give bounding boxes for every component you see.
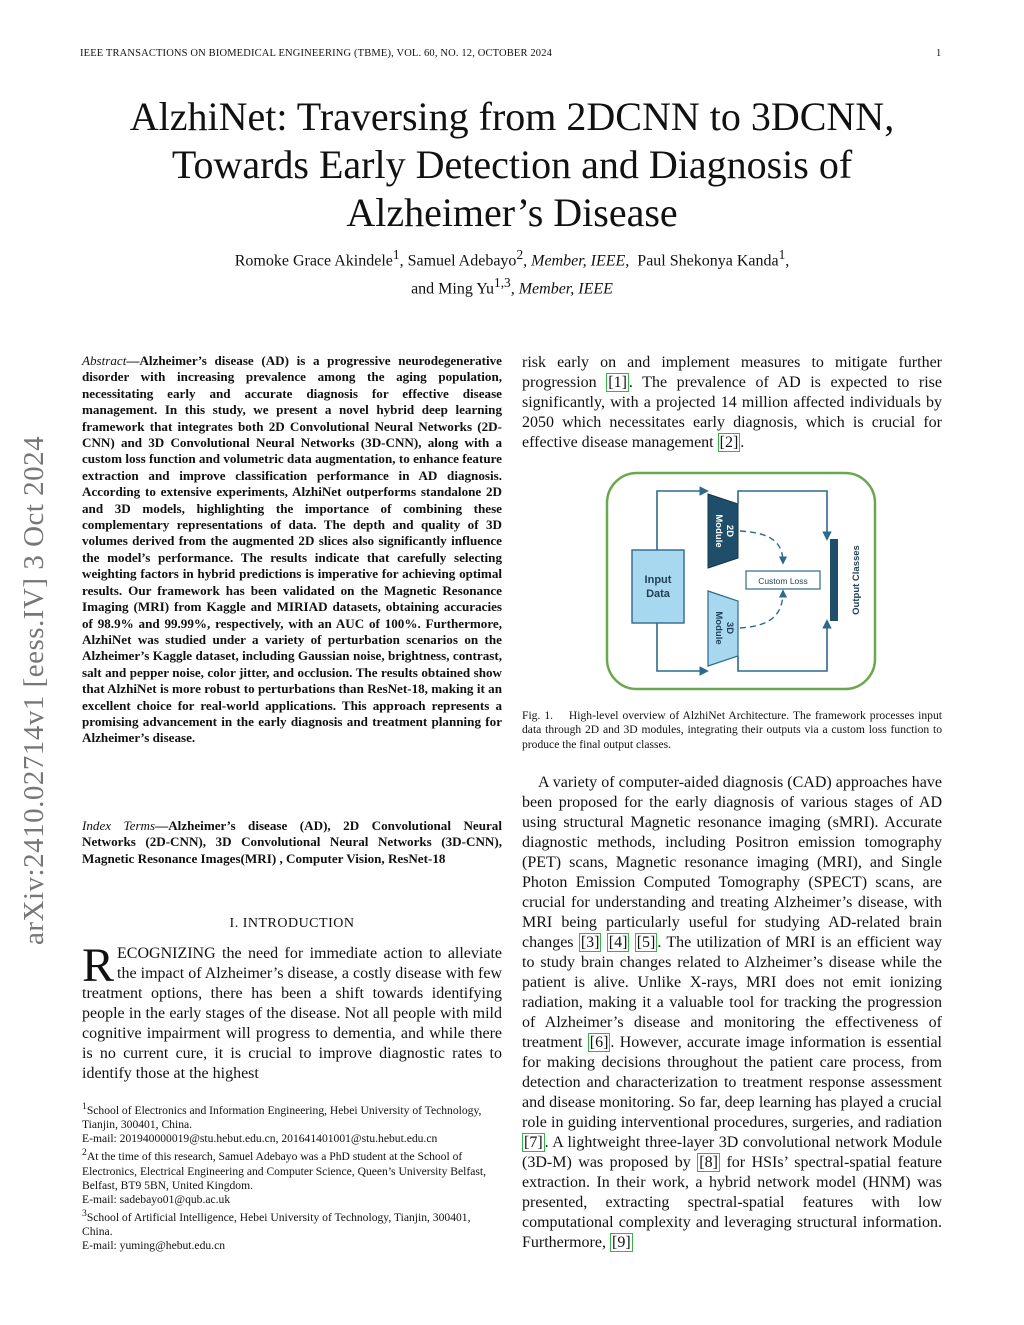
title-line-3: Alzheimer’s Disease [346, 190, 678, 235]
author-2-affil: 2 [516, 247, 524, 262]
index-terms-label: Index Terms [82, 818, 156, 833]
body-text: . The prevalence of AD is expected to rise significantly, with a projected 14 million affected individuals by 2050 which necessitates early diagnosis, which is crucial for effective disease management [522, 374, 942, 451]
footnote-3-mark: 3 [82, 1208, 87, 1220]
right-column-body [522, 773, 942, 1253]
footnote-3 [82, 1207, 502, 1239]
footnote-1 [82, 1100, 502, 1132]
figure-caption-label: Fig. 1. [522, 709, 554, 722]
author-4-role: , Member, IEEE [510, 280, 613, 298]
author-1: Romoke Grace Akindele [234, 252, 393, 270]
citation-link[interactable]: [4] [608, 934, 628, 951]
citation-link[interactable]: [9] [611, 1234, 631, 1251]
body-text: . A lightweight three-layer 3D convolutional network Module (3D-M) was proposed by [522, 1134, 942, 1171]
citation-link[interactable]: [2] [719, 434, 739, 451]
footnote-3-text: School of Artificial Intelligence, Hebei University of Technology, Tianjin, 300401, China. [82, 1211, 471, 1239]
module-2d-label-line-1: 2D [724, 524, 735, 538]
citation-link[interactable]: [6] [589, 1034, 609, 1051]
architecture-figure [605, 471, 877, 691]
intro-paragraph [82, 939, 502, 1084]
footnote-1-text: School of Electronics and Information Engineering, Hebei University of Technology, Tianjin, 300401, China. [82, 1103, 482, 1132]
footnote-2-mark: 2 [82, 1147, 87, 1159]
body-paragraph [522, 773, 942, 1253]
body-text: risk early on and implement measures to mitigate further progression [522, 354, 942, 391]
citation-link[interactable]: [3] [580, 934, 600, 951]
author-2-role: , Member, IEEE, [523, 252, 630, 270]
output-classes-bar [830, 539, 838, 621]
body-text: . The utilization of MRI is an efficient way to study brain changes related to Alzheimer’s disease while the patient is alive. Unlike X-rays, MRI does not emit ionizing radiation, making it a valuable tool for tracking the progression of Alzheimer’s disease and monitoring the effectiveness of treatment [522, 934, 943, 1051]
author-3: Paul Shekonya Kanda [637, 252, 779, 270]
module-3d-label-line-1: 3D [724, 621, 735, 635]
paper-title [0, 93, 1024, 237]
author-4-affil: 1,3 [494, 275, 511, 291]
footnotes [82, 1100, 502, 1254]
citation-link[interactable]: [8] [699, 1154, 718, 1171]
author-4: and Ming Yu [411, 280, 495, 298]
section-heading: I. INTRODUCTION [229, 916, 355, 931]
right-column-intro-continued [522, 353, 942, 453]
author-3-end: , [785, 252, 790, 270]
abstract-text: —Alzheimer’s disease (AD) is a progressive neurodegenerative disorder with increasing prevalence among the aging population, necessitating early and accurate diagnosis for effective disease management. In this study, we present a novel hybrid deep learning framework that integrates both 2D Convolutional Neural Networks (2D-CNN) and 3D Convolutional Neural Networks (3D-CNN), along with a custom loss function and volumetric data augmentation, to enhance feature extraction and improve classification performance in AD diagnosis. According to extensive experiments, AlzhiNet outperforms standalone 2D and 3D models, highlighting the importance of combining these complementary representations of data. The depth and quality of 3D volumes derived from the augmented 2D slices also significantly influence the model’s performance. The results indicate that carefully selecting weighting factors in hybrid predictions is imperative for achieving optimal results. Our framework has been validated on the Magnetic Resonance Imaging (MRI) from Kaggle and MIRIAD datasets, obtaining accuracies of 98.9% and 99.99%, respectively, with an AUC of 100%. Furthermore, AlzhiNet was studied under a variety of perturbation scenarios on the Alzheimer’s Kaggle dataset, including Gaussian noise, brightness, contrast, salt and pepper noise, color jitter, and occlusion. The results obtained show that AlzhiNet is more robust to perturbations than ResNet-18, making it an excellent choice for real-world applications. This approach represents a promising advancement in the early diagnosis and treatment planning for Alzheimer’s disease. [82, 353, 502, 746]
page-number: 1 [936, 48, 942, 59]
figure-caption-text: High-level overview of AlzhiNet Architecture. The framework processes input data through 2D and 3D modules, integrating their outputs via a custom loss function to produce the final output classes. [522, 709, 943, 751]
drop-cap: R [82, 939, 115, 992]
body-text: . [740, 434, 745, 451]
author-line-1 [0, 244, 1024, 272]
input-label-line-1: Input [644, 574, 672, 586]
author-line-2 [0, 272, 1024, 300]
citation-link[interactable]: [5] [636, 934, 656, 951]
abstract [82, 353, 502, 747]
footnote-1-email: E-mail: 201940000019@stu.hebut.edu.cn, 201641401001@stu.hebut.edu.cn [82, 1132, 438, 1146]
author-list [0, 244, 1024, 301]
footnote-2-email: E-mail: sadebayo01@qub.ac.uk [82, 1192, 231, 1206]
input-data-box [632, 550, 684, 623]
index-terms [82, 818, 502, 867]
figure-caption [522, 709, 942, 752]
arxiv-identifier: arXiv:2410.02714v1 [eess.IV] 3 Oct 2024 [18, 435, 50, 945]
author-2: , Samuel Adebayo [399, 252, 517, 270]
body-text: . However, accurate image information is essential for making decisions throughout the patient care process, from detection and characterization to treatment response assessment and disease monitoring. So far, deep learning has played a crucial role in guiding interventional procedures, surgeries, and radiation [522, 1034, 942, 1131]
body-text: for HSIs’ spectral-spatial feature extraction. In their work, a hybrid network model (HNM) was presented, extracting spectral-spatial features with low computational complexity and leveraging structural information. Furthermore, [522, 1154, 942, 1251]
module-3d-label-line-2: Module [713, 611, 724, 645]
module-2d-label-line-2: Module [713, 514, 724, 548]
running-header: IEEE TRANSACTIONS ON BIOMEDICAL ENGINEERING (TBME), VOL. 60, NO. 12, OCTOBER 2024 [80, 48, 552, 59]
custom-loss-label: Custom Loss [758, 576, 808, 586]
title-line-1: AlzhiNet: Traversing from 2DCNN to 3DCNN, [129, 94, 895, 139]
author-3-affil: 1 [778, 247, 786, 262]
footnote-1-mark: 1 [82, 1101, 87, 1112]
citation-link[interactable]: [7] [524, 1134, 543, 1151]
footnote-2-text: At the time of this research, Samuel Adebayo was a PhD student at the School of Electronics, Electrical Engineering and Computer Science, Queen’s University Belfast, Belfast, BT9 5BN, United Kingdom. [82, 1150, 487, 1192]
footnote-3-email: E-mail: yuming@hebut.edu.cn [82, 1239, 226, 1253]
title-line-2: Towards Early Detection and Diagnosis of [171, 142, 853, 187]
index-terms-text: —Alzheimer’s disease (AD), 2D Convolutional Neural Networks (2D-CNN), 3D Convolutional Neural Networks (3D-CNN), Magnetic Resonance Images(MRI) , Computer Vision, ResNet-18 [82, 818, 502, 866]
output-classes-label: Output Classes [851, 545, 862, 615]
citation-link[interactable]: [1] [608, 374, 627, 391]
author-1-affil: 1 [392, 247, 400, 262]
footnote-2 [82, 1146, 502, 1192]
abstract-label: Abstract [82, 353, 127, 368]
input-label-line-2: Data [646, 588, 670, 600]
body-text: A variety of computer-aided diagnosis (CAD) approaches have been proposed for the early diagnosis of various stages of AD using structural Magnetic resonance imaging (sMRI). Accurate diagnostic methods, including Positron emission tomography (PET) scans, Magnetic resonance imaging (MRI), and Single Photon Emission Computed Tomography (SPECT) scans, are crucial for understanding and treating Alzheimer’s disease, with MRI being particularly useful for studying AD-related brain changes [522, 774, 942, 951]
intro-text: ECOGNIZING the need for immediate action to alleviate the impact of Alzheimer’s disease, a costly disease with few treatment options, there has been a shift towards identifying people in the early stages of the disease. Not all people with mild cognitive impairment will progress to dementia, and while there is no current cure, it is crucial to improve diagnostic rates to identify those at the highest [82, 945, 502, 1082]
